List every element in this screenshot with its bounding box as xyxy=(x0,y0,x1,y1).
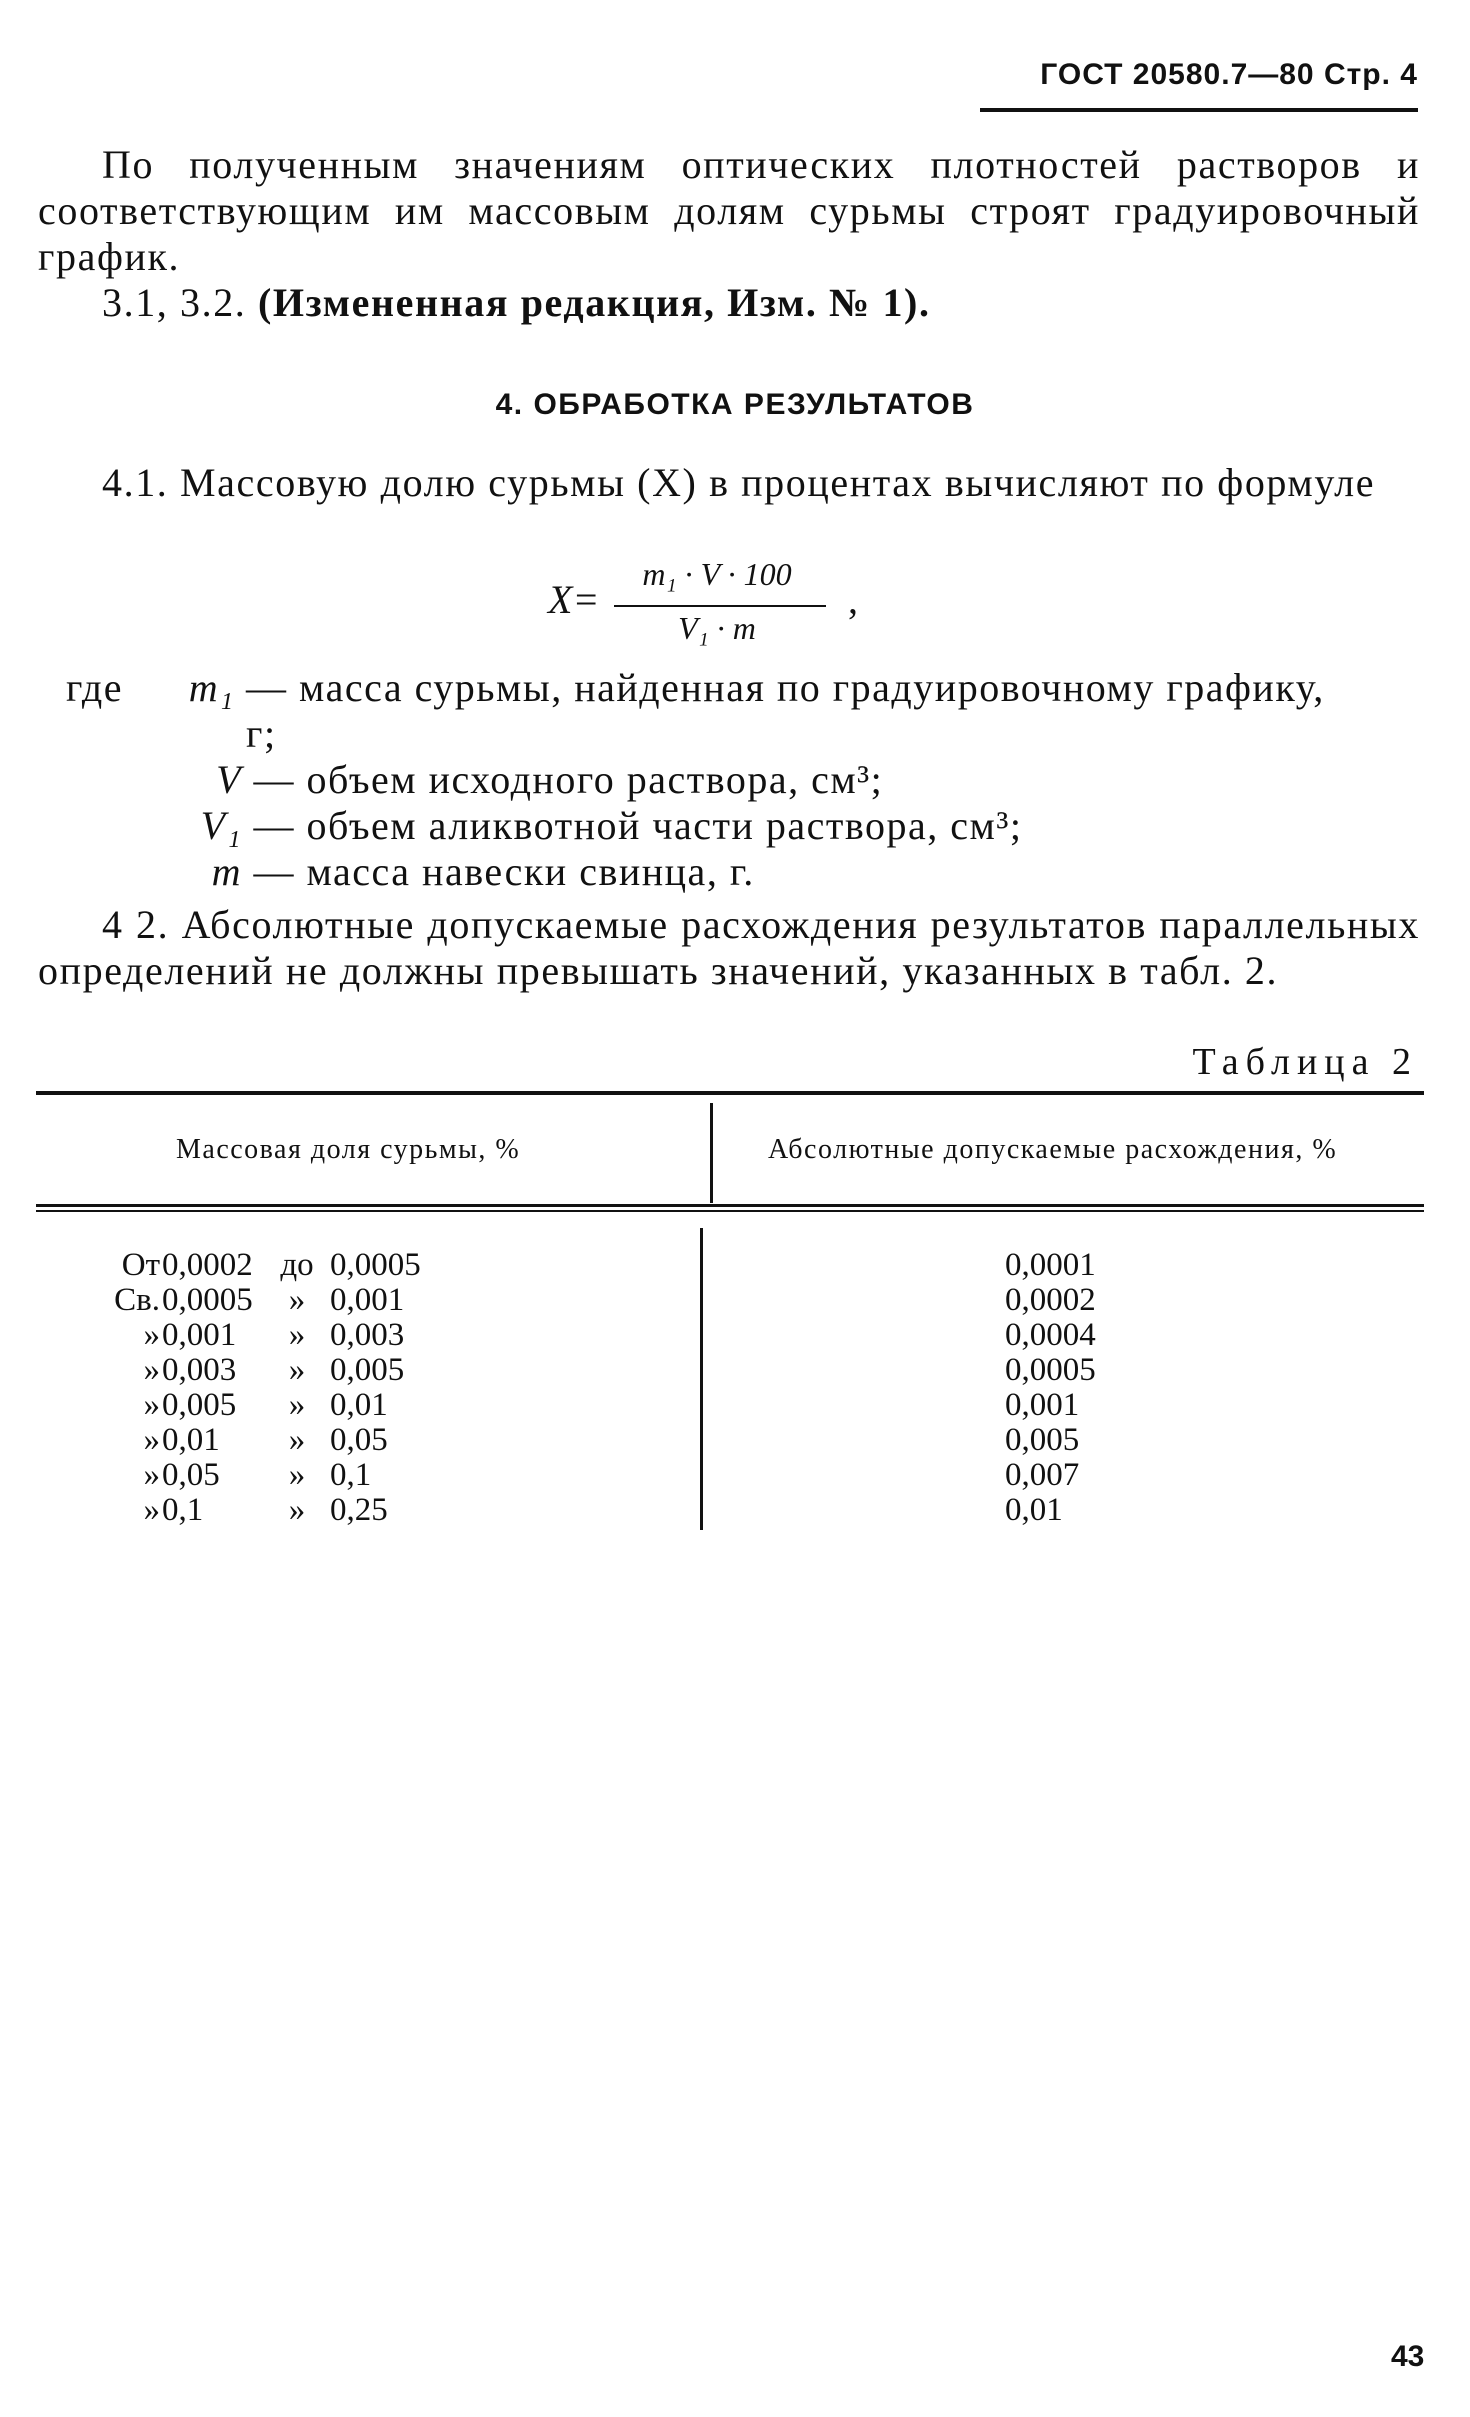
table-cell-to: 0,01 xyxy=(330,1387,388,1423)
table-row xyxy=(0,1457,1470,1493)
table-cell-prefix: Св. xyxy=(114,1282,160,1318)
table-cell-separator: » xyxy=(288,1457,306,1493)
section-title: 4. ОБРАБОТКА РЕЗУЛЬТАТОВ xyxy=(495,388,975,421)
paragraph-4-1: 4.1. Массовую долю сурьмы (X) в процентах вычисляют по формуле xyxy=(102,460,1376,505)
formula-comma: , xyxy=(848,577,858,622)
fraction-line xyxy=(614,605,826,607)
definition-symbol-v1: V₁ xyxy=(200,803,242,848)
page-number: 43 xyxy=(1391,2340,1425,2373)
page-header: ГОСТ 20580.7—80 Стр. 4 xyxy=(1040,58,1418,91)
table-header-right: Абсолютные допускаемые расхождения, % xyxy=(768,1134,1338,1165)
table-cell-from: 0,01 xyxy=(162,1422,220,1458)
formula-numerator: m₁ · V · 100 xyxy=(642,556,792,592)
intro-note xyxy=(102,280,1402,326)
definition-symbol-v: V xyxy=(216,757,242,802)
table-cell-to: 0,003 xyxy=(330,1317,405,1353)
table-cell-to: 0,001 xyxy=(330,1282,405,1318)
table-cell-value: 0,007 xyxy=(1005,1457,1080,1493)
table-cell-value: 0,01 xyxy=(1005,1492,1063,1528)
table-cell-prefix: » xyxy=(143,1457,160,1493)
definition-symbol-m1: m₁ xyxy=(188,665,235,710)
definition-m xyxy=(66,849,1420,895)
definition-text-v1: — объем аликвотной части раствора, см³; xyxy=(253,803,1023,848)
intro-paragraph: По полученным значениям оптических плотностей растворов и соответствующим им массовым долям сурьмы строят градуировочный график. xyxy=(38,142,1420,279)
table-row xyxy=(0,1247,1470,1283)
table-cell-prefix: » xyxy=(143,1352,160,1388)
definition-text-m1: — масса сурьмы, найденная по градуировочному графику, г; xyxy=(246,665,1325,756)
intro-note-bold: (Измененная редакция, Изм. № 1). xyxy=(258,280,931,325)
table-cell-value: 0,0005 xyxy=(1005,1352,1096,1388)
table-top-rule xyxy=(36,1091,1424,1095)
definitions-intro: где xyxy=(66,665,124,710)
definition-v xyxy=(66,757,1420,803)
table-cell-separator: » xyxy=(288,1422,306,1458)
table-cell-from: 0,0005 xyxy=(162,1282,253,1318)
table-cell-prefix: » xyxy=(143,1387,160,1423)
table-header-divider xyxy=(710,1103,713,1203)
definition-symbol-m: m xyxy=(211,849,242,894)
definition-m1 xyxy=(66,665,1420,757)
table-header-rule-secondary xyxy=(36,1210,1424,1212)
table-cell-to: 0,25 xyxy=(330,1492,388,1528)
table-cell-from: 0,1 xyxy=(162,1492,204,1528)
definition-text-v: — объем исходного раствора, см³; xyxy=(253,757,884,802)
formula-lhs: X= xyxy=(548,577,600,622)
header-rule xyxy=(980,108,1418,112)
table-cell-prefix: » xyxy=(143,1492,160,1528)
table-cell-prefix: » xyxy=(143,1422,160,1458)
table-cell-separator: » xyxy=(288,1387,306,1423)
definition-v1 xyxy=(66,803,1420,849)
table-cell-to: 0,05 xyxy=(330,1422,388,1458)
table-header-rule xyxy=(36,1204,1424,1207)
table-cell-value: 0,001 xyxy=(1005,1387,1080,1423)
table-cell-value: 0,0002 xyxy=(1005,1282,1096,1318)
table-header-left: Массовая доля сурьмы, % xyxy=(176,1134,521,1165)
table-row xyxy=(0,1492,1470,1528)
table-row xyxy=(0,1282,1470,1318)
table-row xyxy=(0,1352,1470,1388)
formula-denominator: V₁ · m xyxy=(678,610,756,646)
table-cell-separator: » xyxy=(288,1317,306,1353)
table-row xyxy=(0,1387,1470,1423)
table-caption: Таблица 2 xyxy=(1192,1041,1418,1083)
table-cell-from: 0,0002 xyxy=(162,1247,253,1283)
table-cell-value: 0,005 xyxy=(1005,1422,1080,1458)
table-cell-value: 0,0004 xyxy=(1005,1317,1096,1353)
intro-note-prefix: 3.1, 3.2. xyxy=(102,280,247,325)
table-cell-from: 0,003 xyxy=(162,1352,237,1388)
table-row xyxy=(0,1317,1470,1353)
table-row xyxy=(0,1422,1470,1458)
table-cell-to: 0,1 xyxy=(330,1457,372,1493)
definition-text-m: — масса навески свинца, г. xyxy=(253,849,755,894)
paragraph-4-2: 4 2. Абсолютные допускаемые расхождения результатов параллельных определений не должны превышать значений, указанных в табл. 2. xyxy=(38,902,1420,993)
table-cell-from: 0,05 xyxy=(162,1457,220,1493)
table-cell-separator: » xyxy=(288,1492,306,1528)
table-cell-prefix: » xyxy=(143,1317,160,1353)
table-cell-separator: » xyxy=(288,1282,306,1318)
table-cell-to: 0,0005 xyxy=(330,1247,421,1283)
table-cell-to: 0,005 xyxy=(330,1352,405,1388)
table-cell-value: 0,0001 xyxy=(1005,1247,1096,1283)
table-cell-separator: до xyxy=(280,1247,314,1283)
table-cell-from: 0,001 xyxy=(162,1317,237,1353)
table-cell-prefix: От xyxy=(121,1247,160,1283)
table-cell-separator: » xyxy=(288,1352,306,1388)
table-cell-from: 0,005 xyxy=(162,1387,237,1423)
